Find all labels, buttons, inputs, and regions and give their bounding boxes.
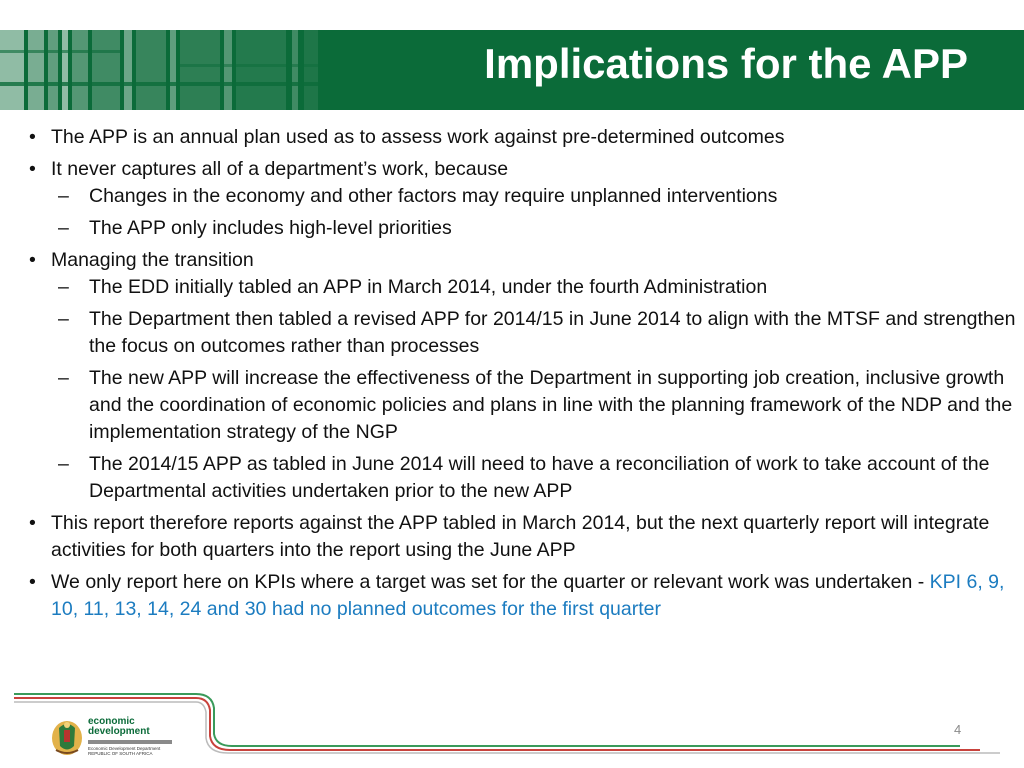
bullet-item bbox=[24, 156, 1016, 242]
bullet-text: It never captures all of a department’s work, because bbox=[51, 158, 509, 180]
bullet-marker: • bbox=[29, 126, 36, 148]
sub-bullet-text: The EDD initially tabled an APP in March 2014, under the fourth Administration bbox=[89, 276, 768, 298]
logo-country-name: REPUBLIC OF SOUTH AFRICA bbox=[88, 751, 153, 756]
page-number: 4 bbox=[954, 722, 962, 737]
dash-marker: – bbox=[58, 308, 69, 330]
bullet-item bbox=[24, 569, 1016, 623]
sub-bullet-text: The APP only includes high-level priorities bbox=[89, 217, 452, 239]
decorative-grid-pattern bbox=[0, 30, 330, 110]
bullet-list bbox=[24, 124, 1016, 623]
bullet-item bbox=[24, 247, 1016, 505]
logo-wordmark bbox=[88, 717, 150, 737]
logo-divider-bar bbox=[88, 740, 172, 744]
logo-subtitle bbox=[88, 746, 160, 756]
sub-bullet-item bbox=[24, 451, 1016, 505]
logo-line-economic: economic bbox=[88, 716, 135, 727]
logo-line-development: development bbox=[88, 726, 150, 737]
sub-bullet-text: Changes in the economy and other factors may require unplanned interventions bbox=[89, 185, 778, 207]
sub-bullet-item bbox=[24, 183, 1016, 210]
sub-bullet-list bbox=[51, 183, 1016, 242]
bullet-item bbox=[24, 510, 1016, 564]
bullet-item bbox=[24, 124, 1016, 151]
highlighted-kpi-note: KPI 6, 9, 10, 11, 13, 14, 24 and 30 had no planned outcomes for the first quarter bbox=[51, 571, 1005, 620]
title-banner bbox=[0, 30, 1024, 110]
bullet-text: This report therefore reports against the APP tabled in March 2014, but the next quarterly report will integrate activities for both quarters into the report using the June APP bbox=[51, 512, 990, 561]
sub-bullet-text: The 2014/15 APP as tabled in June 2014 will need to have a reconciliation of work to take account of the Departmental activities undertaken prior to the new APP bbox=[89, 453, 990, 502]
bullet-text: Managing the transition bbox=[51, 249, 254, 271]
dash-marker: – bbox=[58, 367, 69, 389]
dash-marker: – bbox=[58, 185, 69, 207]
dash-marker: – bbox=[58, 217, 69, 239]
sub-bullet-text: The new APP will increase the effectiveness of the Department in supporting job creation, inclusive growth and the coordination of economic policies and plans in line with the planning framework of the NDP and the implementation strategy of the NGP bbox=[89, 367, 1013, 443]
bullet-marker: • bbox=[29, 571, 36, 593]
sub-bullet-item bbox=[24, 274, 1016, 301]
logo-department-name: Economic Development Department bbox=[88, 746, 161, 751]
sub-bullet-item bbox=[24, 306, 1016, 360]
slide-title: Implications for the APP bbox=[484, 40, 968, 87]
bullet-marker: • bbox=[29, 249, 36, 271]
bullet-marker: • bbox=[29, 512, 36, 534]
bullet-marker: • bbox=[29, 158, 36, 180]
slide-body bbox=[24, 124, 1016, 628]
sub-bullet-list bbox=[51, 274, 1016, 505]
sub-bullet-item bbox=[24, 215, 1016, 242]
bullet-text: We only report here on KPIs where a target was set for the quarter or relevant work was undertaken - bbox=[51, 571, 930, 593]
sub-bullet-item bbox=[24, 365, 1016, 446]
sub-bullet-text: The Department then tabled a revised APP for 2014/15 in June 2014 to align with the MTSF and strengthen the focus on outcomes rather than processes bbox=[89, 308, 1016, 357]
economic-development-logo bbox=[50, 716, 178, 758]
coat-of-arms-icon bbox=[50, 716, 84, 756]
dash-marker: – bbox=[58, 453, 69, 475]
bullet-text: The APP is an annual plan used as to assess work against pre-determined outcomes bbox=[51, 126, 785, 148]
dash-marker: – bbox=[58, 276, 69, 298]
